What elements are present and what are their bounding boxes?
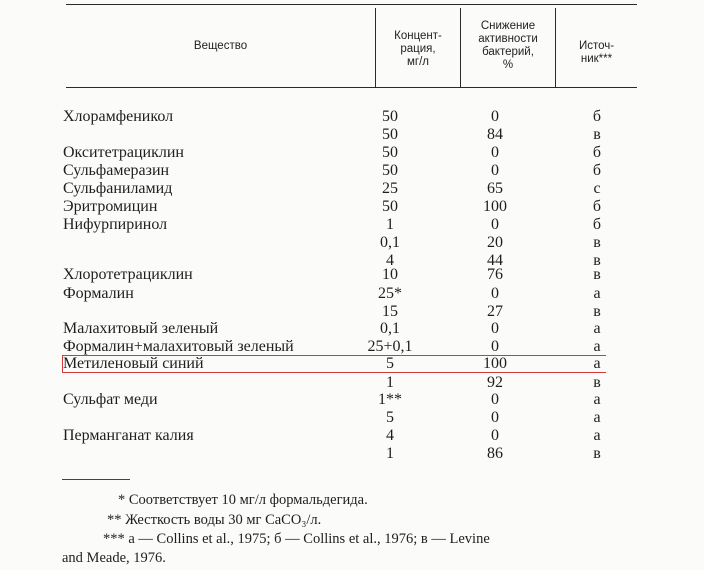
footnote-3-line-1: *** а — Collins et al., 1975; б — Collins et al., 1976; в — Levine (103, 531, 490, 547)
cell-concentration: 25 (382, 180, 398, 197)
cell-name: Формалин+малахитовый зеленый (63, 338, 294, 355)
cell-reduction: 27 (487, 303, 503, 320)
cell-reduction: 20 (487, 234, 503, 251)
header-concentration-line-2: рация, (400, 43, 436, 55)
footnote-2: ** Жесткость воды 30 мг CaCO₃/л. (107, 512, 322, 528)
table-top-rule (66, 4, 637, 5)
header-concentration-line-1: Концент- (394, 30, 442, 42)
cell-reduction: 0 (491, 391, 499, 408)
cell-source: а (593, 285, 601, 302)
footnote-3-line-2: and Meade, 1976. (62, 550, 166, 566)
cell-concentration: 5 (386, 409, 394, 426)
cell-name: Нифурпиринол (63, 216, 168, 233)
cell-concentration: 1** (378, 391, 402, 408)
cell-reduction: 86 (487, 445, 503, 462)
header-substance: Вещество (193, 40, 248, 52)
cell-source: в (593, 266, 601, 283)
cell-concentration: 50 (382, 108, 398, 125)
cell-reduction: 0 (491, 216, 499, 233)
cell-source: а (593, 355, 601, 372)
cell-concentration: 25+0,1 (367, 338, 413, 355)
cell-source: в (593, 234, 601, 251)
header-reduction-line-4: % (502, 59, 514, 71)
cell-concentration: 4 (386, 427, 394, 444)
cell-name: Формалин (63, 285, 134, 302)
footnote-1: * Соответствует 10 мг/л формальдегида. (118, 492, 368, 508)
cell-source: а (593, 320, 601, 337)
cell-source: б (592, 216, 602, 233)
cell-concentration: 1 (386, 445, 394, 462)
cell-name: Сульфат меди (63, 391, 158, 408)
cell-reduction: 44 (487, 252, 503, 269)
cell-concentration: 5 (386, 355, 394, 372)
cell-source: а (593, 427, 601, 444)
cell-reduction: 100 (483, 355, 507, 372)
header-reduction (461, 20, 555, 72)
cell-source: в (593, 126, 601, 143)
cell-reduction: 76 (487, 266, 503, 283)
cell-source: б (592, 108, 602, 125)
cell-reduction: 84 (487, 126, 503, 143)
header-reduction-line-1: Снижение (480, 20, 536, 32)
cell-concentration: 1 (386, 216, 394, 233)
cell-source: б (592, 198, 602, 215)
cell-name: Малахитовый зеленый (63, 320, 219, 337)
cell-name: Сульфамеразин (63, 162, 170, 179)
cell-source: в (593, 374, 601, 391)
header-source (556, 40, 637, 66)
cell-reduction: 0 (491, 285, 499, 302)
cell-concentration: 4 (386, 252, 394, 269)
cell-concentration: 15 (382, 303, 398, 320)
cell-source: а (593, 338, 601, 355)
cell-reduction: 100 (483, 198, 507, 215)
cell-concentration: 50 (382, 126, 398, 143)
cell-reduction: 0 (491, 320, 499, 337)
cell-reduction: 0 (491, 338, 499, 355)
cell-source: б (592, 162, 602, 179)
cell-name: Хлорамфеникол (63, 108, 174, 125)
header-reduction-line-2: активности (478, 33, 538, 45)
cell-name: Перманганат калия (63, 427, 194, 444)
header-reduction-line-3: бактерий, (482, 46, 534, 58)
cell-reduction: 0 (491, 162, 499, 179)
cell-name: Окситетрациклин (63, 144, 184, 161)
cell-source: с (593, 180, 601, 197)
header-concentration-line-3: мг/л (406, 56, 429, 68)
cell-concentration: 0,1 (380, 234, 400, 251)
cell-concentration: 50 (382, 144, 398, 161)
cell-concentration: 50 (382, 162, 398, 179)
cell-source: в (593, 303, 601, 320)
cell-reduction: 0 (491, 409, 499, 426)
cell-reduction: 92 (487, 374, 503, 391)
cell-source: б (592, 144, 602, 161)
cell-reduction: 0 (491, 427, 499, 444)
cell-concentration: 10 (382, 266, 398, 283)
header-source-line-1: Источ- (578, 40, 615, 52)
cell-source: в (593, 252, 601, 269)
cell-source: в (593, 445, 601, 462)
header-source-line-2: ник*** (580, 53, 613, 65)
cell-name: Метиленовый синий (63, 355, 204, 372)
cell-reduction: 0 (491, 108, 499, 125)
cell-concentration: 50 (382, 198, 398, 215)
header-concentration (376, 30, 460, 69)
cell-reduction: 0 (491, 144, 499, 161)
cell-source: а (593, 391, 601, 408)
cell-reduction: 65 (487, 180, 503, 197)
cell-name: Хлоротетрациклин (63, 266, 193, 283)
header-bottom-rule (66, 87, 637, 88)
footnote-separator (62, 479, 130, 480)
cell-concentration: 1 (386, 374, 394, 391)
cell-source: а (593, 409, 601, 426)
cell-name: Сульфаниламид (63, 180, 173, 197)
cell-concentration: 0,1 (380, 320, 400, 337)
cell-concentration: 25* (378, 285, 402, 302)
cell-name: Эритромицин (63, 198, 158, 215)
